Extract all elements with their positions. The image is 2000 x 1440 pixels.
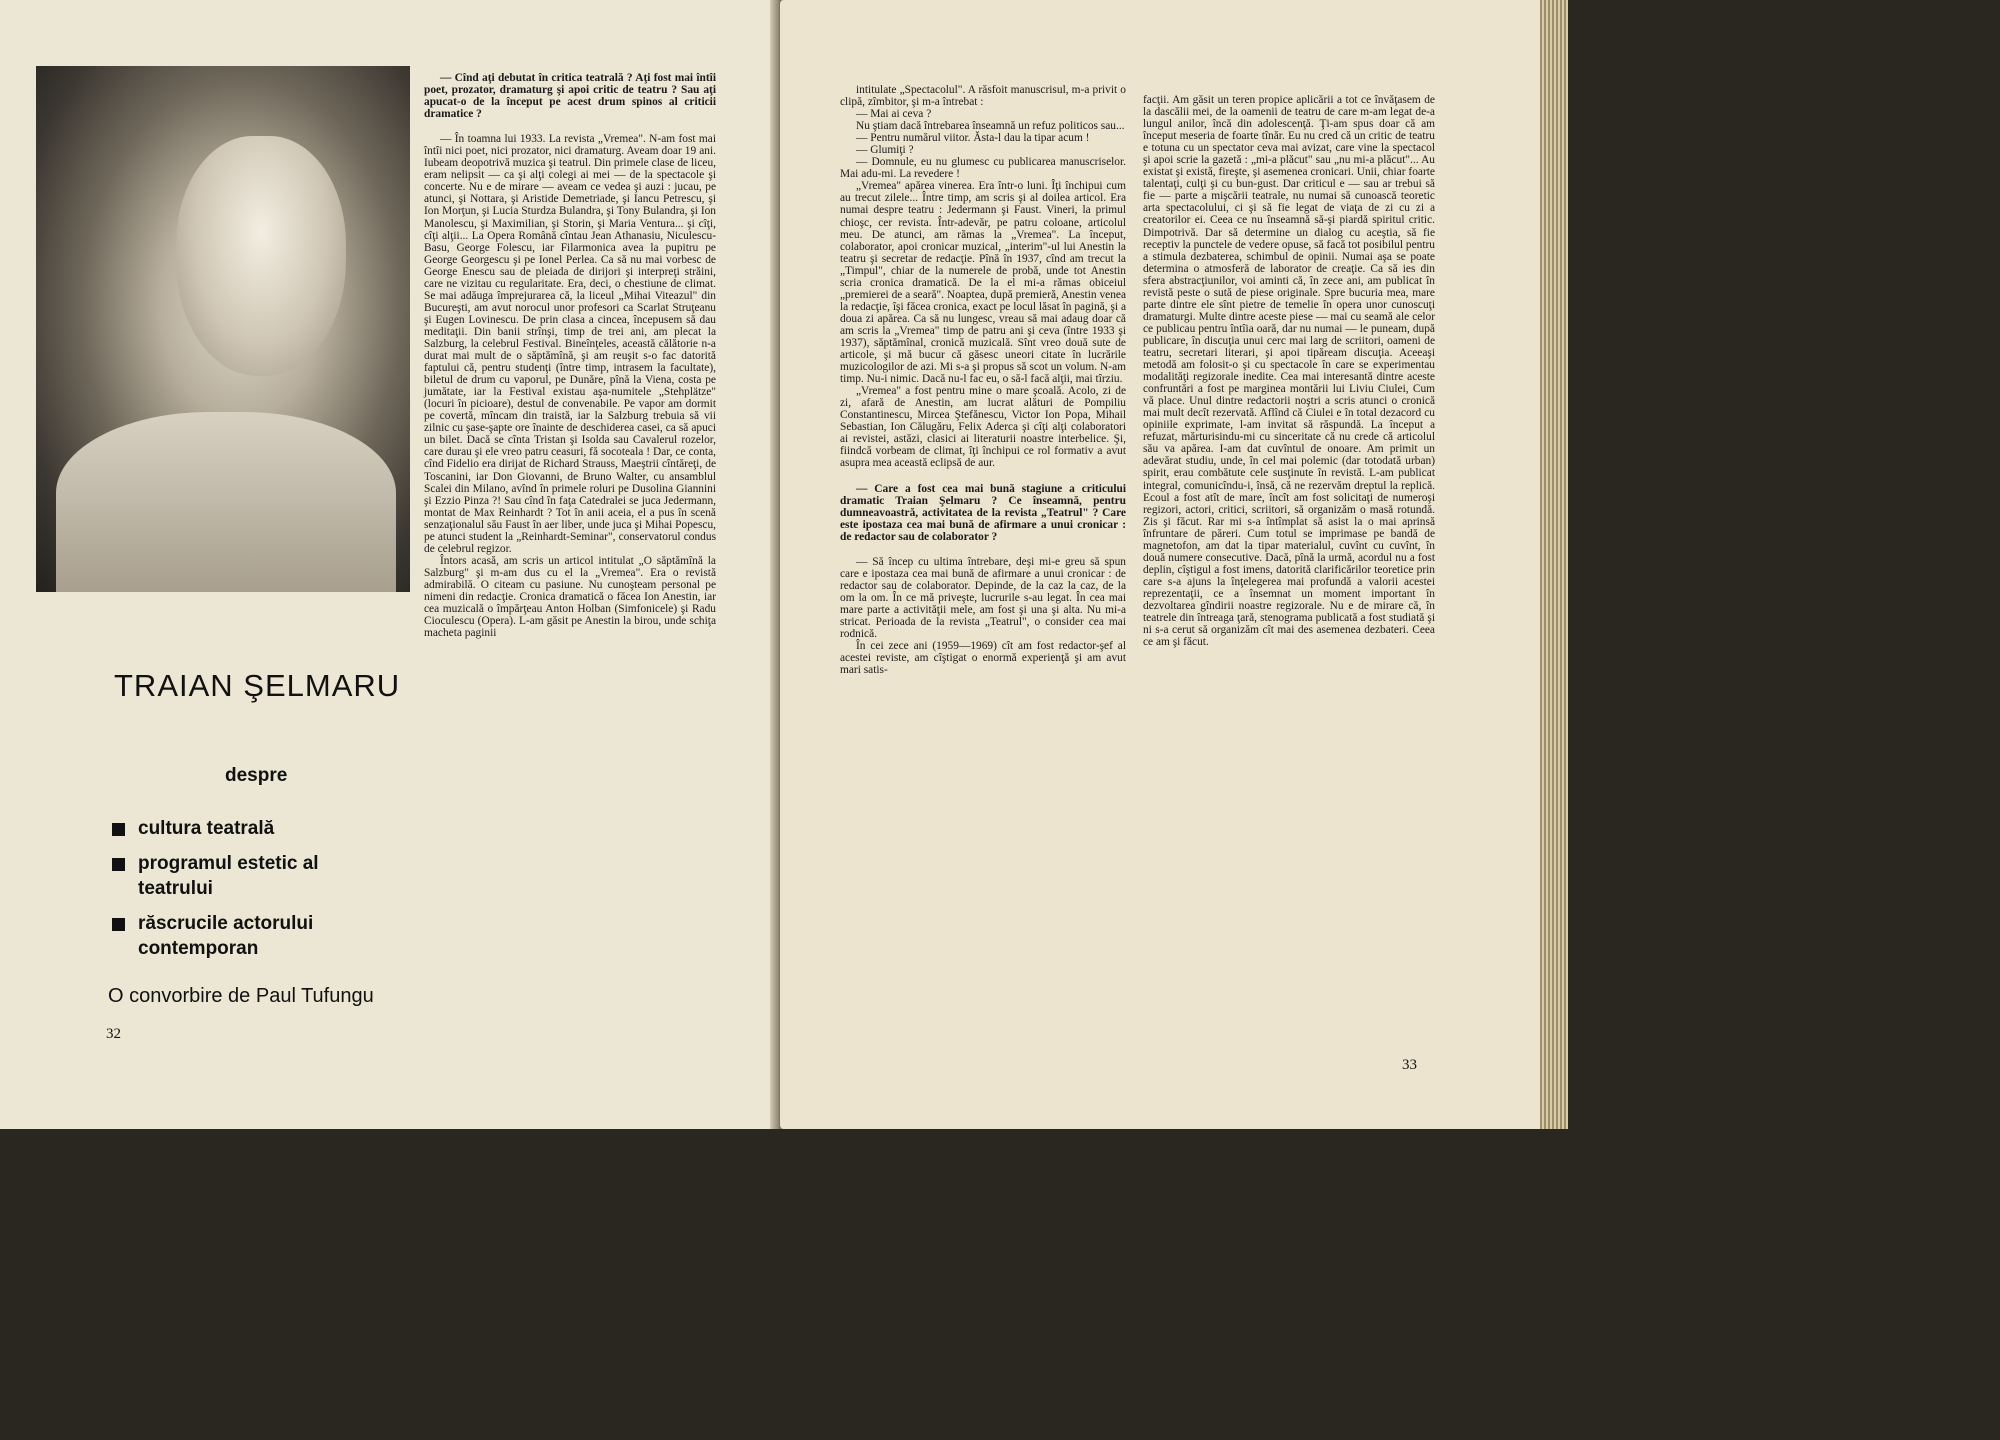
article-paragraph: — Mai ai ceva ? <box>856 108 932 121</box>
page-edges <box>1540 0 1568 1129</box>
portrait-face <box>176 136 346 376</box>
article-paragraph: facţii. Am găsit un teren propice aplicării a tot ce învăţasem de la dascălii mei, de la oamenii de teatru de care m-am legat de-a lungul anilor, încă din adolescenţă. Ţi-am spus doar că am început meseria de foarte tînăr. Eu nu cred că un critic de teatru e totuna cu un spectator ceva mai avizat, care vine la spectacol şi apoi scrie la gazetă : „mi-a plăcut" sau „nu mi-a plăcut"... Au existat şi există, fireşte, şi asemenea cronicari. Unii, chiar foarte talentaţi, culţi şi cu bun-gust. Dar criticul e — sau ar trebui să fie — parte a mişcării teatrale, nu numai să cunoască teoretic arta spectacolului, ci şi să fie legat de viaţa de zi cu zi a creatorilor ei. Ceea ce nu înseamnă să-şi piardă spiritul critic. Dimpotrivă. Dar să determine un dialog cu aceştia, să fie receptiv la punctele de vedere opuse, să facă tot posibilul pentru a stimula dezbaterea, schimbul de opinii. Numai aşa se poate determina o atmosferă de laborator de creaţie. Ca să ies din sfera abstracţiunilor, voi aminti că, în zece ani, am publicat în revistă peste o sută de piese originale. Spre bucuria mea, mare parte dintre ele sînt pietre de temelie în opera unor cunoscuţi dramaturgi. Multe dintre aceste piese — mai cu seamă ale celor ce publicau pentru întîia oară, dar nu numai — le puneam, după publicare, în discuţia unui cerc mai larg de scriitori, oameni de teatru, secretari literari, şi apoi tipăream discuţia. Aceeaşi metodă am folosit-o şi cu spectacole în care se experimentau modalităţi regizorale inedite. Cea mai interesantă dintre aceste confruntări a fost pe marginea montării lui Liviu Ciulei, Cum vă place. Unul dintre redactorii noştri a scris atunci o cronică mai mult decît rezervată. Aflînd că Ciulei e în total dezacord cu opiniile exprimate, l-am invitat să răspundă. La început a refuzat, mărturisindu-mi cu sinceritate că nu crede că articolul său va apărea. I-am dat cuvîntul de onoare. Am primit un adevărat studiu, unde, în cel mai polemic (dar totodată urban) spirit, erau combătute cele susţinute în revistă. L-am publicat integral, comunicîndu-i, însă, că ne rezervăm dreptul la replică. Ecoul a fost atît de mare, încît am fost solicitaţi de numeroşi regizori, actori, critici, scriitori, să organizăm o masă rotundă. Zis şi făcut. Rar mi s-a întîmplat să asist la o mai aprinsă înfruntare de păreri. Cum totul se imprimase pe bandă de magnetofon, am dat la tipar materialul, cuvînt cu cuvînt, în două numere consecutive. Dacă, pînă la urmă, acordul nu a fost deplin, cîştigul a fost imens, datorită clarificărilor teoretice prin care s-a ajuns la înţelegerea mai profundă a valorii acestei reprezentaţii, ce a însemnat un moment important în dezvoltarea gîndirii noastre regizorale. Nu e de mirare că, în teatrele din întreaga ţară, stenograma publicată a fost studiată şi ni s-a cerut să organizăm cît mai des asemenea dezbateri. Ceea ce am şi făcut. <box>1143 94 1435 649</box>
right-page <box>780 0 1540 1129</box>
article-paragraph: — Să încep cu ultima întrebare, deşi mi-e greu să spun care e ipostaza cea mai bună de afirmare a unui cronicar : de redactor sau de colaborator. Depinde, de la caz la caz, de la om la om. În ce mă priveşte, lucrurile s-au legat. În cea mai mare parte a activităţii mele, am fost şi una şi alta. Nu mi-a stricat. Perioada de la revista „Teatrul", o consider cea mai rodnică. <box>840 555 1126 641</box>
interviewee-name: TRAIAN ŞELMARU <box>114 668 401 703</box>
portrait-shirt <box>56 412 396 592</box>
article-paragraph: — Glumiţi ? <box>856 144 914 157</box>
topic-text: cultura teatrală <box>138 818 275 839</box>
article-column <box>840 84 1126 676</box>
article-paragraph: — În toamna lui 1933. La revista „Vremea". N-am fost mai întîi nici poet, nici prozator, nici dramaturg. Aveam doar 19 ani. Iubeam deopotrivă muzica şi teatrul. Din primele clase de liceu, eram nelipsit — ca şi alţi colegi ai mei — de la spectacole şi concerte. Nu e de mirare — aveam ce vedea şi auzi : jucau, pe atunci, şi Nottara, şi Aristide Demetriade, şi Iancu Petrescu, şi Ion Morţun, şi Lucia Sturdza Bulandra, şi Tony Bulandra, şi Ion Manolescu, şi Maximilian, şi Storin, şi Maria Ventura... şi cîţi, cîţi alţii... La Opera Română cîntau Jean Athanasiu, Niculescu-Basu, George Folescu, iar Filarmonica avea la pupitru pe George Georgescu şi pe Ionel Perlea. Ca să nu mai vorbesc de George Enescu sau de pleiada de dirijori şi interpreţi străini, care ne vizitau cu regularitate. Era, deci, o chestiune de climat. Se mai adăuga împrejurarea că, la liceul „Mihai Viteazul" din Bucureşti, am avut norocul unor profesori ca Scarlat Struţeanu şi Eugen Lovinescu. De prin clasa a cincea, începusem să dau meditaţii. Din banii strînşi, timp de trei ani, am plecat la Salzburg, la celebrul Festival. Bineînţeles, această călătorie n-a durat mai mult de o săptămînă, şi am reuşit s-o fac datorită faptului că, pentru studenţi (între timp, intrasem la facultate), biletul de drum cu vaporul, pe Dunăre, pînă la Viena, costa pe jumătate, iar la Festival existau aşa-numitele „Stehplätze" (locuri în picioare), destul de convenabile. Pe vapor am dormit pe covertă, mîncam din traistă, iar la Salzburg trebuia să vii zilnic cu şase-şapte ore înainte de deschiderea casei, ca să apuci un bilet. Dacă se cînta Tristan şi Isolda sau Cavalerul rozelor, care durau şi ele vreo patru ceasuri, fă socoteala ! Dar, ce conta, cînd Fidelio era dirijat de Richard Strauss, Maeştrii cîntăreţi, de Toscanini, iar Don Giovanni, de Bruno Walter, cu ansamblul Scalei din Milano, avînd în primele roluri pe Dusolina Giannini şi Ezzio Pinza ?! Sau cînd în faţa Catedralei se juca Jedermann, montat de Max Reinhardt ? Tot în anii aceia, el a pus în scenă senzaţionalul său Faust în aer liber, unde juca şi Mihai Popescu, pe atunci student la „Reinhardt-Seminar", conservatorul condus de celebrul regizor. <box>424 133 716 555</box>
article-paragraph: intitulate „Spectacolul". A răsfoit manuscrisul, m-a privit o clipă, zîmbitor, şi m-a întrebat : <box>840 84 1126 109</box>
article-paragraph: — Pentru numărul viitor. Ăsta-l dau la tipar acum ! <box>856 132 1090 145</box>
page-number-right: 33 <box>1402 1057 1417 1073</box>
bullet-square-icon <box>112 858 125 871</box>
byline: O convorbire de Paul Tufungu <box>108 985 374 1007</box>
topic-item <box>112 911 372 961</box>
topic-item <box>112 816 372 841</box>
despre-label: despre <box>225 765 288 786</box>
page-number-left: 32 <box>106 1026 121 1042</box>
article-paragraph: „Vremea" a fost pentru mine o mare şcoală. Acolo, zi de zi, afară de Anestin, am lucrat alături de Pompiliu Constantinescu, Mircea Ştefănescu, Victor Ion Popa, Mihail Sebastian, Ion Călugăru, Felix Aderca şi cîţi alţi colaboratori ai revistei, astăzi, clasici ai literaturii noastre interbelice. Şi, fiindcă vorbeam de climat, îţi închipui ce rol formativ a avut asupra mea această eclipsă de aur. <box>840 385 1126 470</box>
question-paragraph: — Cînd aţi debutat în critica teatrală ? Aţi fost mai întîi poet, prozator, dramaturg şi apoi critic de teatru ? Sau aţi apucat-o de la început pe acest drum spinos al criticii dramatice ? <box>424 72 716 121</box>
article-paragraph: Întors acasă, am scris un articol intitulat „O săptămînă la Salzburg" şi m-am dus cu el la „Vremea". Era o revistă admirabilă. O citeam cu pasiune. Nu cunoşteam personal pe nimeni din redacţie. Cronica dramatică o făcea Ion Anestin, iar cea muzicală o împărţeau Anton Holban (Simfonicele) şi Radu Cioculescu (Opera). L-am găsit pe Anestin la birou, unde schiţa macheta paginii <box>424 554 716 640</box>
article-paragraph: În cei zece ani (1959—1969) cît am fost redactor-şef al acestei reviste, am cîştigat o enormă experienţă şi am avut mari satis- <box>840 640 1126 677</box>
topic-item <box>112 851 372 901</box>
article-paragraph: „Vremea" apărea vinerea. Era într-o luni. Îţi închipui cum au trecut zilele... Între timp, am scris şi al doilea articol. Era numai despre teatru : Jedermann şi Faust. Vineri, la primul chioşc, cer revista. Într-adevăr, pe patru coloane, articolul meu. De atunci, am rămas la „Vremea". La început, colaborator, apoi cronicar muzical, „interim"-ul lui Anestin la teatru şi secretar de redacţie. Pînă în 1937, cînd am trecut la „Timpul", chiar de la numerele de probă, unde tot Anestin scria cronica dramatică. De la el mi-a rămas obiceiul „premierei de a seară". Noaptea, după premieră, Anestin venea la redacţie, îşi făcea cronica, exact pe locul lăsat în pagină, şi a doua zi apărea. Ca să nu lungesc, vreau să mai adaug doar că am scris la „Vremea" timp de patru ani şi ceva (între 1933 şi 1937), săptămînal, cronică muzicală. Sînt vreo două sute de articole, şi mă bucur că găsesc uneori citate în lucrările muzicologilor de azi. Mi s-a şi propus să scot un volum. N-am timp. Nu-i nimic. Dacă nu-l fac eu, o să-l facă alţii, mai tîrziu. <box>840 180 1126 386</box>
article-column <box>424 72 716 639</box>
article-paragraph: Nu ştiam dacă întrebarea înseamnă un refuz politicos sau... <box>856 120 1125 133</box>
portrait-photo <box>36 66 410 592</box>
bullet-square-icon <box>112 918 125 931</box>
article-column <box>1143 94 1435 648</box>
bullet-square-icon <box>112 823 125 836</box>
topic-text: programul estetic al teatrului <box>138 853 319 899</box>
left-page <box>0 0 778 1129</box>
question-paragraph: — Care a fost cea mai bună stagiune a criticului dramatic Traian Şelmaru ? Ce înseamnă, pentru dumneavoastră, activitatea de la revista „Teatrul" ? Care este ipostaza cea mai bună de afirmare a unui cronicar : de redactor sau de colaborator ? <box>840 482 1126 543</box>
topic-text: răscrucile actorului contemporan <box>138 913 314 959</box>
article-paragraph: — Domnule, eu nu glumesc cu publicarea manuscriselor. Mai adu-mi. La revedere ! <box>840 156 1126 181</box>
